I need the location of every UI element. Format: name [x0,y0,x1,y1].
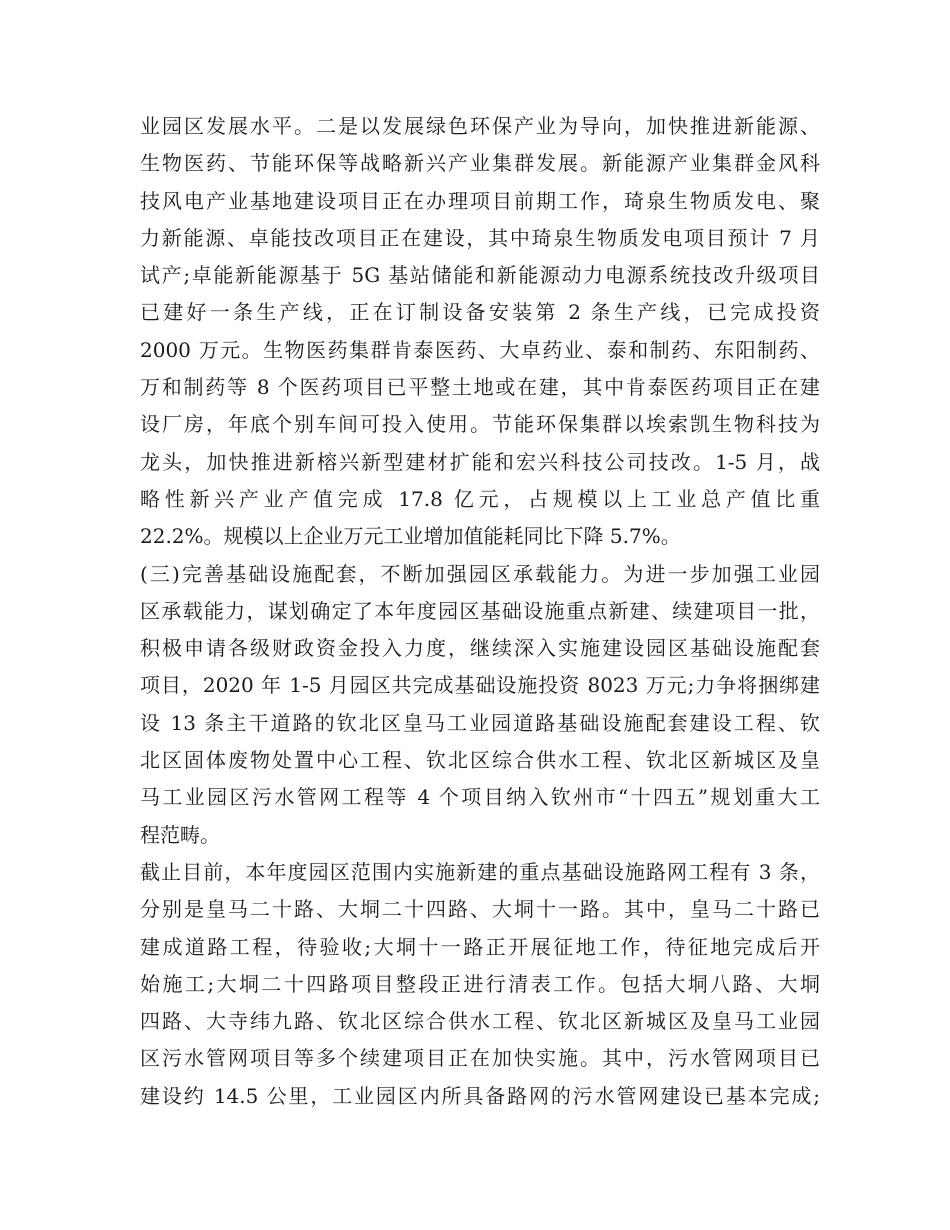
text-line: 技风电产业基地建设项目正在办理项目前期工作，琦泉生物质发电、聚 [140,188,820,213]
text-line: 北区固体废物处置中心工程、钦北区综合供水工程、钦北区新城区及皇 [140,748,820,773]
text-line: 万和制药等 8 个医药项目已平整土地或在建，其中肯泰医药项目正在建 [140,375,820,400]
text-line: 已建好一条生产线，正在订制设备安装第 2 条生产线，已完成投资 [140,300,820,325]
section-heading-line: (三)完善基础设施配套，不断加强园区承载能力。为进一步加强工业园 [140,561,820,586]
text-line: 分别是皇马二十路、大垌二十四路、大垌十一路。其中，皇马二十路已 [140,897,820,922]
text-line: 2000 万元。生物医药集群肯泰医药、大卓药业、泰和制药、东阳制药、 [140,337,820,362]
body-text [140,108,820,1115]
text-line: 四路、大寺纬九路、钦北区综合供水工程、钦北区新城区及皇马工业园 [140,1009,820,1034]
text-line: 业园区发展水平。二是以发展绿色环保产业为导向，加快推进新能源、 [140,114,820,138]
text-line: 试产;卓能新能源基于 5G 基站储能和新能源动力电源系统技改升级项目 [140,263,820,288]
text-line: 始施工;大垌二十四路项目整段正进行清表工作。包括大垌八路、大垌 [140,971,820,996]
text-line: 项目，2020 年 1-5 月园区共完成基础设施投资 8023 万元;力争将捆绑建 [140,673,820,698]
text-line: 22.2%。规模以上企业万元工业增加值能耗同比下降 5.7%。 [140,524,681,549]
text-line: 建成道路工程，待验收;大垌十一路正开展征地工作，待征地完成后开 [140,934,820,959]
text-line: 区承载能力，谋划确定了本年度园区基础设施重点新建、续建项目一批， [140,598,820,623]
text-line: 略性新兴产业产值完成 17.8 亿元，占规模以上工业总产值比重 [140,486,820,511]
text-line: 积极申请各级财政资金投入力度，继续深入实施建设园区基础设施配套 [140,636,820,661]
text-line: 龙头，加快推进新榕兴新型建材扩能和宏兴科技公司技改。1-5 月，战 [140,449,820,474]
text-line: 马工业园区污水管网工程等 4 个项目纳入钦州市“十四五”规划重大工 [140,785,820,810]
text-line: 建设约 14.5 公里，工业园区内所具备路网的污水管网建设已基本完成; [140,1083,820,1108]
text-line: 力新能源、卓能技改项目正在建设，其中琦泉生物质发电项目预计 7 月 [140,225,820,250]
text-line: 生物医药、节能环保等战略新兴产业集群发展。新能源产业集群金风科 [140,151,820,176]
text-line: 设 13 条主干道路的钦北区皇马工业园道路基础设施配套建设工程、钦 [140,710,820,735]
paragraph-start-line: 截止目前，本年度园区范围内实施新建的重点基础设施路网工程有 3 条， [140,859,820,884]
text-line: 区污水管网项目等多个续建项目正在加快实施。其中，污水管网项目已 [140,1046,820,1071]
text-line: 程范畴。 [140,822,220,847]
text-line: 设厂房，年底个别车间可投入使用。节能环保集群以埃索凯生物科技为 [140,412,820,437]
